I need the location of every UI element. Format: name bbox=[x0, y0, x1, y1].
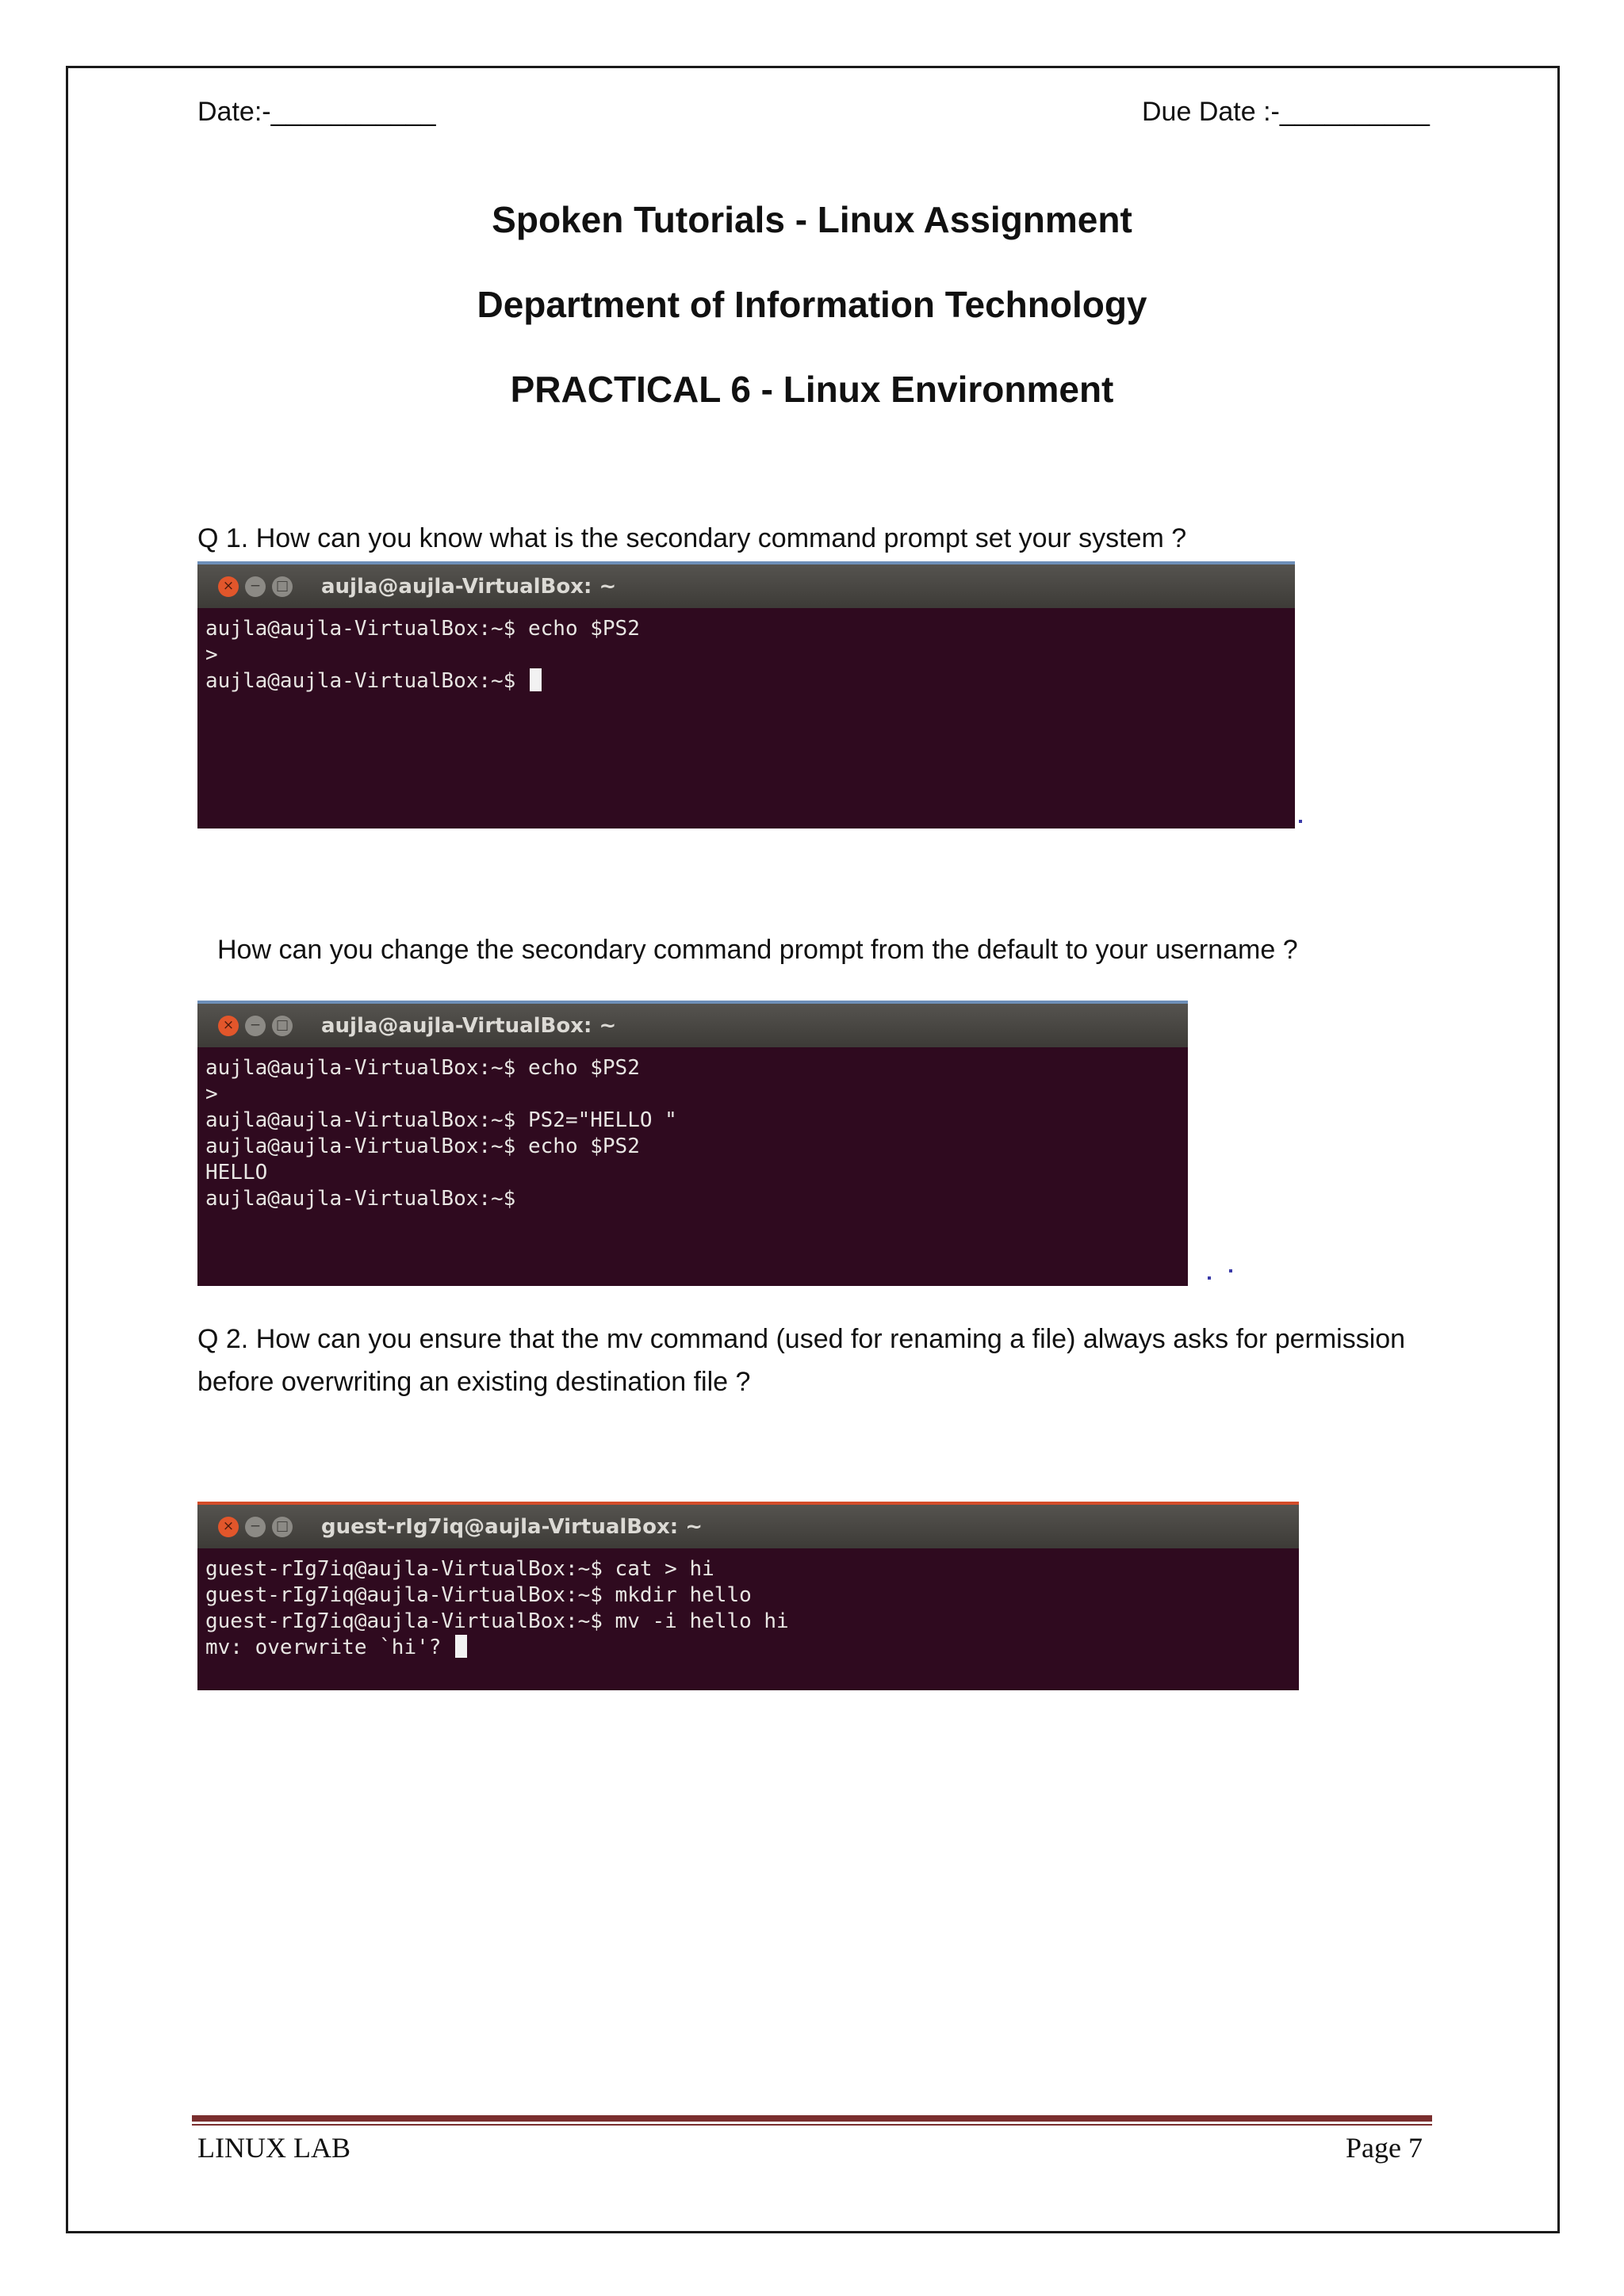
terminal-line: aujla@aujla-VirtualBox:~$ bbox=[205, 1187, 516, 1211]
question-2-line-1: Q 2. How can you ensure that the mv command (used for renaming a file) always asks for permission bbox=[197, 1324, 1406, 1354]
footer-course: LINUX LAB bbox=[197, 2132, 350, 2164]
terminal-title: aujla@aujla-VirtualBox: ~ bbox=[321, 1013, 617, 1038]
terminal-titlebar bbox=[197, 564, 1295, 608]
question-1-followup: How can you change the secondary command prompt from the default to your username ? bbox=[217, 935, 1298, 965]
minimize-icon: − bbox=[245, 1016, 266, 1036]
terminal-title: aujla@aujla-VirtualBox: ~ bbox=[321, 574, 617, 599]
terminal-line: aujla@aujla-VirtualBox:~$ PS2="HELLO " bbox=[205, 1108, 677, 1132]
page-number: Page 7 bbox=[1346, 2132, 1423, 2164]
question-1: Q 1. How can you know what is the secondary command prompt set your system ? bbox=[197, 523, 1187, 553]
due-date-label: Due Date :-__________ bbox=[1142, 97, 1430, 127]
stray-mark bbox=[1229, 1269, 1232, 1272]
document-title: Spoken Tutorials - Linux Assignment bbox=[492, 199, 1132, 240]
terminal-line bbox=[205, 668, 1295, 695]
close-icon: × bbox=[218, 1016, 239, 1036]
maximize-icon: □ bbox=[272, 1517, 293, 1537]
close-icon: × bbox=[218, 1517, 239, 1537]
maximize-icon: □ bbox=[272, 1016, 293, 1036]
terminal-screenshot-2 bbox=[197, 1001, 1188, 1286]
terminal-line: aujla@aujla-VirtualBox:~$ echo $PS2 bbox=[205, 1056, 640, 1080]
terminal-screenshot-3 bbox=[197, 1502, 1299, 1690]
footer-rule bbox=[192, 2115, 1432, 2122]
terminal-titlebar bbox=[197, 1004, 1188, 1047]
terminal-line: aujla@aujla-VirtualBox:~$ echo $PS2 bbox=[205, 617, 640, 641]
terminal-screenshot-1 bbox=[197, 561, 1295, 828]
terminal-titlebar bbox=[197, 1505, 1299, 1548]
close-icon: × bbox=[218, 576, 239, 597]
terminal-title: guest-rIg7iq@aujla-VirtualBox: ~ bbox=[321, 1514, 703, 1539]
terminal-line: > bbox=[205, 1082, 218, 1106]
terminal-line: HELLO bbox=[205, 1161, 268, 1184]
stray-mark bbox=[1208, 1276, 1211, 1280]
footer-rule-thin bbox=[192, 2124, 1432, 2126]
practical-title: PRACTICAL 6 - Linux Environment bbox=[510, 369, 1114, 410]
cursor bbox=[530, 668, 542, 691]
terminal-line: guest-rIg7iq@aujla-VirtualBox:~$ mkdir hello bbox=[205, 1583, 752, 1607]
minimize-icon: − bbox=[245, 1517, 266, 1537]
terminal-line-text: mv: overwrite `hi'? bbox=[205, 1636, 454, 1659]
minimize-icon: − bbox=[245, 576, 266, 597]
terminal-line bbox=[205, 1635, 1299, 1661]
terminal-line-text: aujla@aujla-VirtualBox:~$ bbox=[205, 669, 528, 693]
department-title: Department of Information Technology bbox=[477, 284, 1147, 325]
terminal-line: > bbox=[205, 643, 218, 667]
date-label: Date:-___________ bbox=[197, 97, 436, 127]
cursor bbox=[455, 1635, 467, 1658]
terminal-line: guest-rIg7iq@aujla-VirtualBox:~$ cat > hi bbox=[205, 1557, 714, 1581]
question-2-line-2: before overwriting an existing destination file ? bbox=[197, 1367, 751, 1397]
terminal-line: guest-rIg7iq@aujla-VirtualBox:~$ mv -i hello hi bbox=[205, 1609, 789, 1633]
terminal-line: aujla@aujla-VirtualBox:~$ echo $PS2 bbox=[205, 1135, 640, 1158]
maximize-icon: □ bbox=[272, 576, 293, 597]
stray-mark bbox=[1299, 820, 1302, 823]
